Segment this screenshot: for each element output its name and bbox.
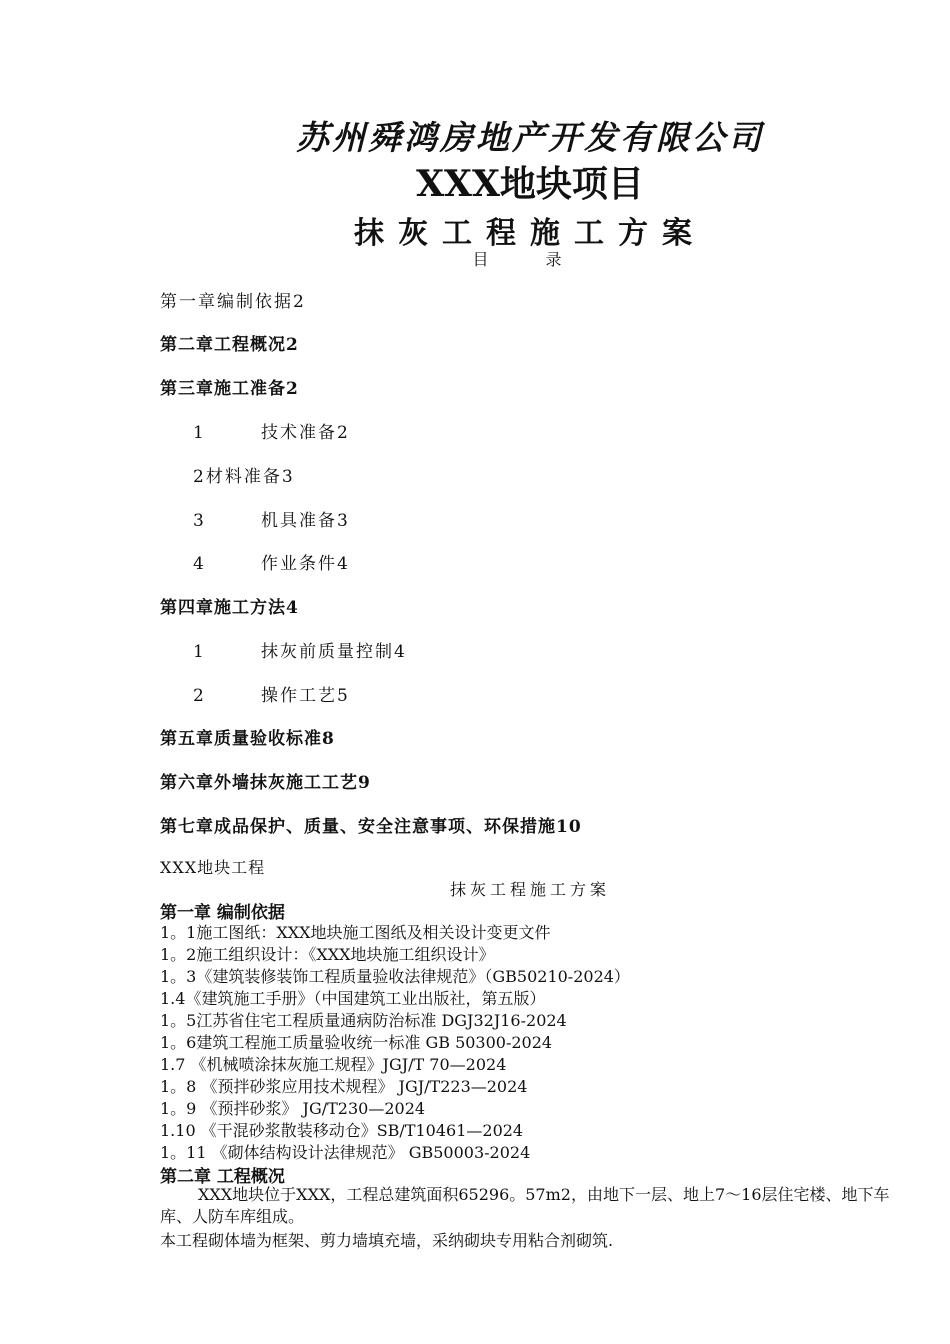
toc-entry[interactable]: 第二章工程概况2 (160, 335, 299, 355)
toc-entry-number: 4 (193, 554, 206, 574)
toc-entry-label: 抹灰前质量控制4 (261, 642, 407, 662)
reference-item: 1。1施工图纸：XXX地块施工图纸及相关设计变更文件 (160, 923, 551, 942)
reference-item: 1。5江苏省住宅工程质量通病防治标准 DGJ32J16-2024 (160, 1011, 567, 1030)
page-header-left: XXX地块工程 (160, 858, 266, 877)
reference-item: 1.10 《干混砂浆散装移动仓》SB/T10461—2024 (160, 1121, 524, 1140)
toc-entry[interactable]: 第三章施工准备2 (160, 379, 299, 399)
toc-entry-label: 操作工艺5 (261, 686, 350, 706)
toc-entry[interactable]: 第六章外墙抹灰施工工艺9 (160, 773, 371, 793)
reference-item: 1。6建筑工程施工质量验收统一标准 GB 50300-2024 (160, 1033, 553, 1052)
reference-item: 1。3《建筑装修装饰工程质量验收法律规范》（GB50210-2024） (160, 967, 630, 986)
toc-entry-number: 1 (193, 642, 206, 662)
toc-heading: 目 录 (472, 250, 588, 269)
toc-entry[interactable]: 第四章施工方法4 (160, 598, 299, 618)
toc-entry-label: 技术准备2 (261, 423, 350, 443)
reference-item: 1。2施工组织设计：《XXX地块施工组织设计》 (160, 945, 495, 964)
toc-entry-label: 作业条件4 (261, 554, 350, 574)
company-name: 苏州舜鸿房地产开发有限公司 (296, 118, 764, 157)
chapter-heading: 第二章 工程概况 (160, 1167, 285, 1187)
plan-title: 抹灰工程施工方案 (354, 216, 706, 251)
toc-entry[interactable] (193, 418, 350, 443)
toc-entry-label: 机具准备3 (261, 511, 350, 531)
overview-paragraph: 本工程砌体墙为框架、剪力墙填充墙，采纳砌块专用粘合剂砌筑. (160, 1231, 614, 1250)
toc-entry[interactable] (193, 506, 350, 531)
reference-item: 1。9 《预拌砂浆》 JG/T230—2024 (160, 1099, 426, 1118)
reference-item: 1.4《建筑施工手册》（中国建筑工业出版社，第五版） (160, 989, 546, 1008)
toc-entry-number: 2 (193, 686, 206, 706)
toc-entry[interactable]: 2材料准备3 (193, 467, 295, 487)
toc-entry-number: 1 (193, 423, 206, 443)
chapter-heading: 第一章 编制依据 (160, 903, 285, 923)
project-title: XXX地块项目 (416, 163, 644, 205)
toc-entry[interactable] (193, 637, 407, 662)
overview-paragraph: XXX地块位于XXX，工程总建筑面积65296。57m2，由地下一层、地上7～16层住宅楼、地下车库、人防车库组成。 (160, 1185, 890, 1226)
toc-entry[interactable]: 第五章质量验收标准8 (160, 729, 335, 749)
reference-item: 1。8 《预拌砂浆应用技术规程》 JGJ/T223—2024 (160, 1077, 528, 1096)
toc-entry[interactable] (193, 681, 350, 706)
page-header-center: 抹灰工程施工方案 (450, 880, 611, 899)
toc-entry[interactable]: 第七章成品保护、质量、安全注意事项、环保措施10 (160, 817, 582, 837)
reference-item: 1.7 《机械喷涂抹灰施工规程》JGJ/T 70—2024 (160, 1055, 507, 1074)
toc-entry[interactable]: 第一章编制依据2 (160, 292, 306, 312)
toc-entry-number: 3 (193, 511, 206, 531)
toc-entry[interactable] (193, 549, 350, 574)
reference-item: 1。11 《砌体结构设计法律规范》 GB50003-2024 (160, 1143, 531, 1162)
